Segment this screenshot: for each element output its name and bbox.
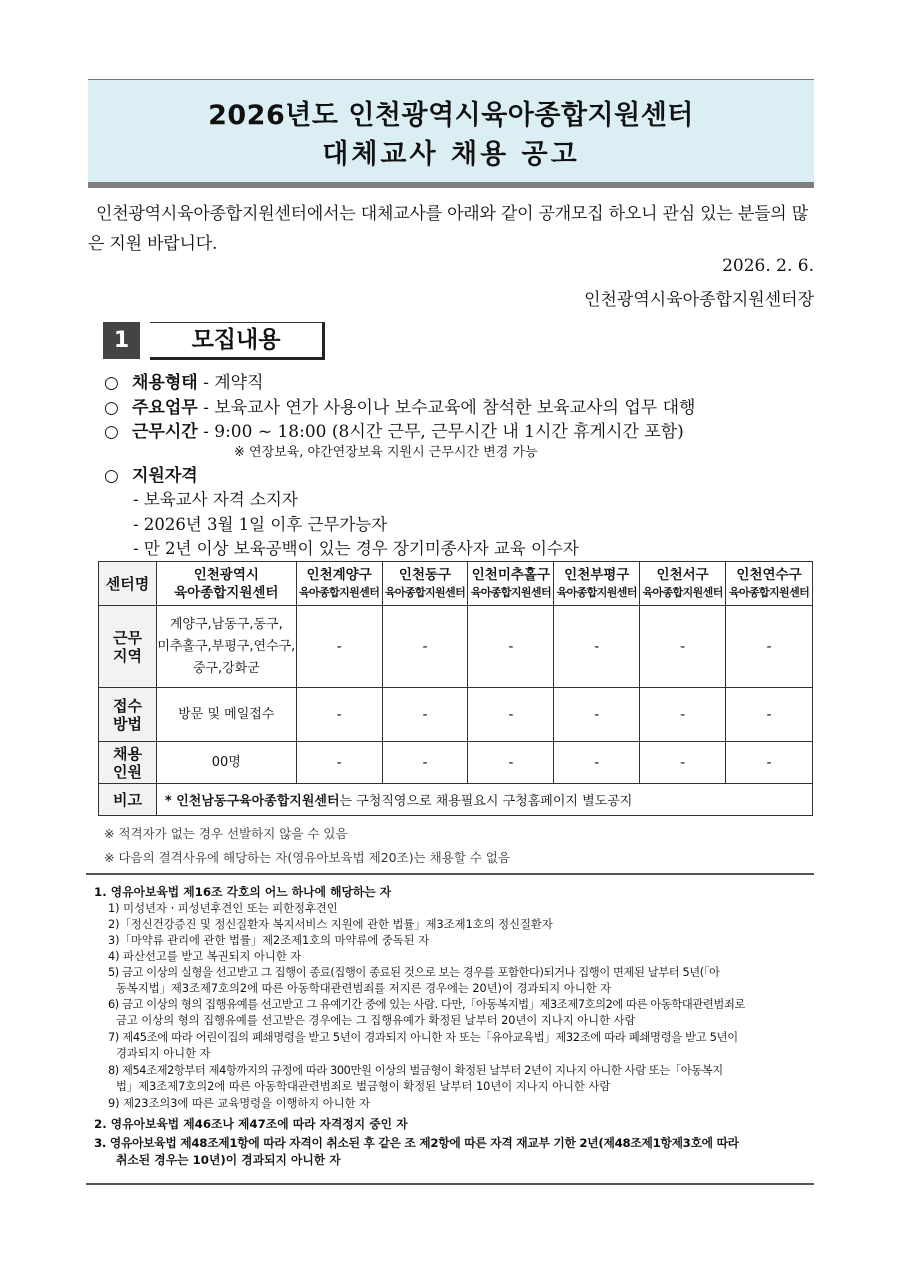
center-name: 인천계양구 xyxy=(306,567,372,583)
work-hours-item xyxy=(104,417,684,442)
table-cell: - xyxy=(296,742,382,784)
center-name: 인천미추홀구 xyxy=(471,567,551,583)
table-row xyxy=(99,688,813,742)
center-name: 인천광역시 xyxy=(193,566,259,583)
center-name: 인천부평구 xyxy=(564,567,630,583)
disq-heading-3-cont: 취소된 경우는 10년)이 경과되지 아니한 자 xyxy=(116,1153,341,1167)
issuer-name: 인천광역시육아종합지원센터장 xyxy=(584,290,814,310)
disq-line: 6) 금고 이상의 형의 집행유예를 선고받고 그 유예기간 중에 있는 사람. 다만,「아동복지법」제3조제7호의2에 따른 아동학대관련범죄로 xyxy=(108,998,745,1011)
qualification-line: - 2026년 3월 1일 이후 근무가능자 xyxy=(133,515,388,534)
row-label-line: 방법 xyxy=(112,714,142,733)
cell-line: 중구,강화군 xyxy=(192,660,260,676)
table-cell: - xyxy=(640,606,726,688)
center-name: 인천동구 xyxy=(398,567,452,583)
disq-line: 8) 제54조제2항부터 제4항까지의 규정에 따라 300만원 이상의 벌금형이 확정된 날부터 2년이 지나지 아니한 사람 또는「아동복지 xyxy=(108,1064,723,1077)
table-cell: - xyxy=(726,688,813,742)
disq-line: 1) 미성년자ㆍ피성년후견인 또는 피한정후견인 xyxy=(108,902,338,915)
table-cell: - xyxy=(296,606,382,688)
circle-bullet: ○ xyxy=(104,398,119,418)
cell-line: 미추홀구,부평구,연수구, xyxy=(157,638,296,654)
row-label-headcount xyxy=(99,742,157,784)
table-cell: - xyxy=(554,688,640,742)
intro-paragraph: 인천광역시육아종합지원센터에서는 대체교사를 아래와 같이 공개모집 하오니 관심 있는 분들의 많은 지원 바랍니다. xyxy=(88,204,808,254)
header-center xyxy=(726,562,813,606)
table-cell: - xyxy=(468,606,554,688)
table-cell: - xyxy=(468,742,554,784)
center-sub: 육아종합지원센터 xyxy=(174,584,279,601)
header-center xyxy=(156,562,296,606)
header-center xyxy=(296,562,382,606)
row-label-work-area xyxy=(99,606,157,688)
center-sub: 육아종합지원센터 xyxy=(556,586,637,599)
disq-line: 경과되지 아니한 자 xyxy=(116,1047,211,1060)
headcount-cell: 00명 xyxy=(156,742,296,784)
disq-line: 법」제3조제7호의2에 따른 아동학대관련범죄로 벌금형이 확정된 날부터 10년이 지나지 아니한 사람 xyxy=(116,1080,611,1093)
table-cell: - xyxy=(554,742,640,784)
disq-line: 2)「정신건강증진 및 정신질환자 복지서비스 지원에 관한 법률」제3조제1호의 정신질환자 xyxy=(108,918,553,931)
header-center xyxy=(382,562,468,606)
disq-line: 4) 파산선고를 받고 복권되지 아니한 자 xyxy=(108,950,302,963)
table-cell: - xyxy=(554,606,640,688)
table-row xyxy=(99,742,813,784)
disqualification-box xyxy=(86,873,814,1185)
header-center xyxy=(468,562,554,606)
qualification-line: - 보육교사 자격 소지자 xyxy=(133,490,298,509)
table-cell: - xyxy=(382,742,468,784)
disq-line: 3)「마약류 관리에 관한 법률」제2조제1호의 마약류에 중독된 자 xyxy=(108,934,430,947)
notice-date: 2026. 2. 6. xyxy=(722,256,814,276)
cell-line: 계양구,남동구,동구, xyxy=(169,616,283,632)
qualification-item xyxy=(104,461,198,486)
center-sub: 육아종합지원센터 xyxy=(728,586,810,599)
main-duty-item xyxy=(104,393,695,418)
row-label-line: 인원 xyxy=(112,762,142,781)
section-number: 1 xyxy=(103,322,140,359)
table-cell: - xyxy=(382,606,468,688)
table-row xyxy=(99,606,813,688)
application-cell: 방문 및 메일접수 xyxy=(156,688,296,742)
row-label-line: 지역 xyxy=(112,646,142,665)
disq-line: 금고 이상의 형의 집행유예를 선고받은 경우에는 그 집행유예가 확정된 날부터 20년이 지나지 아니한 사람 xyxy=(116,1014,636,1027)
remarks-text: 는 구청직영으로 채용필요시 구청홈페이지 별도공지 xyxy=(339,794,633,809)
employment-type-item xyxy=(104,368,264,393)
center-table xyxy=(98,561,813,816)
row-label-line: 접수 xyxy=(112,696,142,715)
table-cell: - xyxy=(468,688,554,742)
disq-line: 9) 제23조의3에 따른 교육명령을 이행하지 아니한 자 xyxy=(108,1097,371,1110)
footnote-2: ※ 다음의 결격사유에 해당하는 자(영유아보육법 제20조)는 채용할 수 없음 xyxy=(104,850,511,865)
title-line-1: 2026년도 인천광역시육아종합지원센터 xyxy=(208,100,694,131)
circle-bullet: ○ xyxy=(104,373,119,393)
header-center-name: 센터명 xyxy=(99,562,157,606)
section-title: 모집내용 xyxy=(150,322,325,360)
footnote-1: ※ 적격자가 없는 경우 선발하지 않을 수 있음 xyxy=(104,826,348,841)
disq-line: 동복지법」제3조제7호의2에 따른 아동학대관련범죄를 저지른 경우에는 20년)이 경과되지 아니한 자 xyxy=(116,982,612,995)
table-cell: - xyxy=(296,688,382,742)
row-label-line: 채용 xyxy=(112,744,142,763)
center-sub: 육아종합지원센터 xyxy=(642,586,723,599)
table-cell: - xyxy=(726,606,813,688)
disq-heading-2: 2. 영유아보육법 제46조나 제47조에 따라 자격정지 중인 자 xyxy=(94,1117,408,1131)
table-header-row xyxy=(99,562,813,606)
employment-type-value: - 계약직 xyxy=(197,373,264,393)
qualification-line: - 만 2년 이상 보육공백이 있는 경우 장기미종사자 교육 이수자 xyxy=(133,539,579,558)
center-sub: 육아종합지원센터 xyxy=(470,586,551,599)
table-cell: - xyxy=(726,742,813,784)
row-label-line: 근무 xyxy=(112,628,142,647)
center-name: 인천서구 xyxy=(656,567,709,583)
circle-bullet: ○ xyxy=(104,422,119,442)
disq-heading-1: 1. 영유아보육법 제16조 각호의 어느 하나에 해당하는 자 xyxy=(94,885,392,899)
disq-line: 5) 금고 이상의 실형을 선고받고 그 집행이 종료(집행이 종료된 것으로 보는 경우를 포함한다)되거나 집행이 면제된 날부터 5년(「아 xyxy=(108,966,720,979)
work-area-cell xyxy=(156,606,296,688)
disq-line: 7) 제45조에 따라 어린이집의 폐쇄명령을 받고 5년이 경과되지 아니한 자 또는「유아교육법」제32조에 따라 폐쇄명령을 받고 5년이 xyxy=(108,1031,738,1044)
header-center xyxy=(554,562,640,606)
title-banner xyxy=(88,79,814,188)
center-sub: 육아종합지원센터 xyxy=(299,586,380,599)
qualification-label: 지원자격 xyxy=(132,466,198,486)
table-cell: - xyxy=(640,742,726,784)
work-hours-value: - 9:00 ~ 18:00 (8시간 근무, 근무시간 내 1시간 휴게시간 포함) xyxy=(197,422,684,442)
remarks-cell xyxy=(156,784,812,816)
table-row-remarks xyxy=(99,784,813,816)
table-cell: - xyxy=(640,688,726,742)
circle-bullet: ○ xyxy=(104,466,119,486)
main-duty-label: 주요업무 xyxy=(132,398,198,418)
center-name: 인천연수구 xyxy=(736,567,802,583)
row-label-remarks: 비고 xyxy=(99,784,157,816)
center-sub: 육아종합지원센터 xyxy=(384,586,466,599)
remarks-center: * 인천남동구육아종합지원센터 xyxy=(164,794,340,809)
employment-type-label: 채용형태 xyxy=(132,373,198,393)
title-line-2: 대체교사 채용 공고 xyxy=(322,139,580,170)
table-cell: - xyxy=(382,688,468,742)
work-hours-label: 근무시간 xyxy=(132,422,198,442)
row-label-application xyxy=(99,688,157,742)
main-duty-value: - 보육교사 연가 사용이나 보수교육에 참석한 보육교사의 업무 대행 xyxy=(197,398,696,418)
work-hours-note: ※ 연장보육, 야간연장보육 지원시 근무시간 변경 가능 xyxy=(234,445,538,460)
disq-heading-3: 3. 영유아보육법 제48조제1항에 따라 자격이 취소된 후 같은 조 제2항에 따른 자격 재교부 기한 2년(제48조제1항제3호에 따라 xyxy=(94,1136,739,1150)
header-center xyxy=(640,562,726,606)
